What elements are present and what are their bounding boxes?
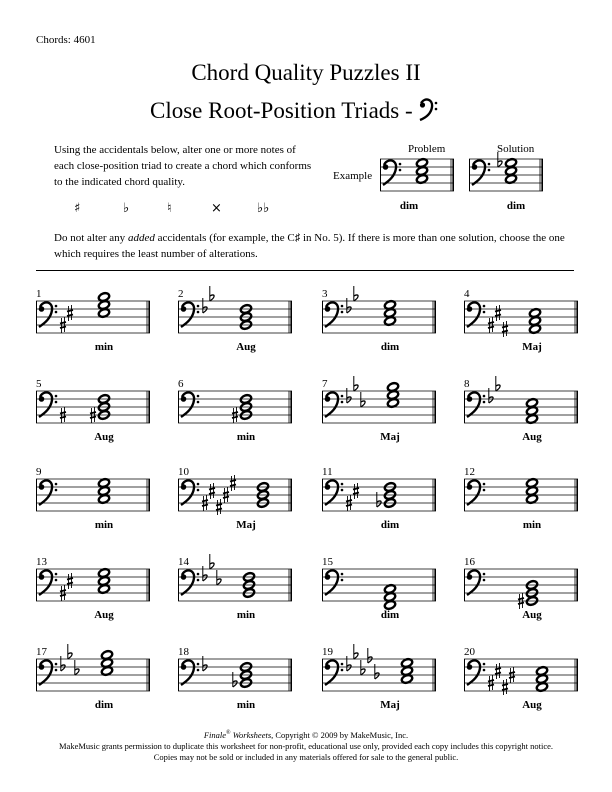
example-problem-quality: dim [399, 200, 419, 212]
flat-icon [75, 660, 79, 675]
flat-icon [217, 570, 221, 585]
flat-icon [375, 664, 379, 679]
chord-quality-label: Aug [94, 431, 114, 443]
chord-quality-label: dim [380, 609, 400, 621]
flat-icon [354, 286, 358, 301]
flat-icon [61, 656, 65, 671]
flat-icon [233, 672, 237, 687]
bass-clef-icon [467, 302, 486, 327]
puzzle-staff [464, 657, 578, 697]
flat-icon [361, 392, 365, 407]
puzzle-number: 16 [464, 556, 475, 568]
puzzle-staff [464, 389, 578, 429]
chord-quality-label: dim [380, 519, 400, 531]
chord-quality-label: min [94, 519, 114, 531]
chord-quality-label: Aug [522, 431, 542, 443]
puzzle-number: 11 [322, 466, 333, 478]
bass-clef-icon [383, 160, 402, 185]
footer-line-2: MakeMusic grants permission to duplicate this worksheet for non-profit, educational use only, provided each copy includes this copyright notice. [59, 740, 553, 751]
flat-icon [347, 656, 351, 671]
copyright-footer [0, 728, 612, 763]
puzzle-staff [36, 657, 150, 697]
sharp-icon [209, 483, 215, 499]
problem-label: Problem [408, 143, 446, 155]
puzzle-number: 6 [178, 378, 184, 390]
bass-clef-icon [39, 480, 58, 505]
bass-clef-icon [325, 660, 344, 685]
puzzle-staff [322, 477, 436, 517]
bass-clef-icon [467, 660, 486, 685]
puzzle-staff [178, 299, 292, 339]
bass-clef-icon [325, 302, 344, 327]
bass-clef-icon [467, 570, 486, 595]
instructions-note: Do not alter any added accidentals (for example, the C♯ in No. 5). If there is more than one solution, choose the one which requires the least number of alterations. [54, 232, 565, 260]
bass-clef-icon [467, 480, 486, 505]
puzzle-number: 4 [464, 288, 470, 300]
divider-rule [36, 270, 574, 271]
flat-icon [203, 298, 207, 313]
subtitle-text: Close Root-Position Triads - [150, 98, 419, 123]
bass-clef-icon [418, 98, 438, 122]
bass-clef-icon [39, 302, 58, 327]
sharp-icon [502, 321, 508, 337]
example-label: Example [333, 170, 373, 182]
sharp-icon [216, 499, 222, 515]
footer-line-1: Finale® Worksheets, Copyright © 2009 by MakeMusic, Inc. [203, 729, 409, 740]
instructions-text: Using the accidentals below, alter one or more notes of each close-position triad to create a chord which conforms to the indicated chord quality. [54, 144, 312, 188]
chord-quality-label: Aug [94, 609, 114, 621]
puzzle-number: 5 [36, 378, 42, 390]
bass-clef-icon [181, 392, 200, 417]
chord-quality-label: Maj [522, 341, 542, 353]
bass-clef-icon [39, 570, 58, 595]
puzzle-number: 7 [322, 378, 328, 390]
chord-quality-label: Maj [236, 519, 256, 531]
flat-icon [489, 388, 493, 403]
puzzle-number: 15 [322, 556, 333, 568]
puzzle-staff [464, 567, 578, 607]
footer-line-3: Copies may not be sold or included in any materials offered for sale to the general public. [153, 751, 459, 762]
bass-clef-icon [467, 392, 486, 417]
flat-icon [68, 644, 72, 659]
emphasis-added: added [127, 232, 155, 244]
flat-icon [368, 648, 372, 663]
flat-icon [210, 554, 214, 569]
puzzle-number: 1 [36, 288, 42, 300]
puzzle-number: 2 [178, 288, 184, 300]
puzzle-staff [178, 657, 292, 697]
sharp-symbol: ♯ [74, 201, 81, 216]
chord-quality-label: dim [94, 699, 114, 711]
bass-clef-icon [181, 302, 200, 327]
puzzle-number: 14 [178, 556, 189, 568]
bass-clef-icon [325, 570, 344, 595]
chord-quality-label: Aug [236, 341, 256, 353]
puzzle-staff [322, 389, 436, 429]
sharp-icon [67, 573, 73, 589]
solution-label: Solution [497, 143, 535, 155]
chord-quality-label: Maj [380, 699, 400, 711]
chord-quality-label: Maj [380, 431, 400, 443]
page-subtitle [150, 98, 438, 124]
flat-symbol: ♭ [123, 201, 130, 216]
double-flat-symbol: ♭♭ [257, 201, 270, 216]
chord-quality-label: min [236, 431, 256, 443]
puzzle-staff [36, 567, 150, 607]
sharp-icon [67, 305, 73, 321]
example-solution-staff [469, 159, 543, 199]
chord-quality-label: dim [380, 341, 400, 353]
puzzle-number: 12 [464, 466, 475, 478]
sharp-icon [230, 475, 236, 491]
chord-quality-label: min [522, 519, 542, 531]
sharp-icon [353, 483, 359, 499]
puzzle-staff [464, 477, 578, 517]
puzzle-number: 9 [36, 466, 42, 478]
flat-icon [347, 388, 351, 403]
flat-icon [354, 644, 358, 659]
natural-symbol: ♮ [167, 201, 172, 216]
double-sharp-symbol: × [211, 201, 222, 216]
chord-quality-label: Aug [522, 609, 542, 621]
sharp-icon [495, 305, 501, 321]
sharp-icon [495, 663, 501, 679]
bass-clef-icon [39, 660, 58, 685]
bass-clef-icon [325, 392, 344, 417]
page-title: Chord Quality Puzzles II [191, 60, 421, 85]
chord-quality-label: min [236, 609, 256, 621]
accidentals-legend [54, 201, 284, 221]
puzzle-staff [36, 477, 150, 517]
puzzle-staff [36, 299, 150, 339]
puzzle-number: 19 [322, 646, 333, 658]
puzzle-staff [178, 389, 292, 429]
puzzle-number: 18 [178, 646, 189, 658]
flat-icon [347, 298, 351, 313]
puzzle-number: 8 [464, 378, 470, 390]
puzzle-number: 10 [178, 466, 189, 478]
worksheet-code: Chords: 4601 [36, 34, 96, 46]
puzzle-staff [178, 567, 292, 607]
flat-icon [354, 376, 358, 391]
puzzle-staff [36, 389, 150, 429]
bass-clef-icon [181, 570, 200, 595]
chord-quality-label: min [236, 699, 256, 711]
puzzle-number: 13 [36, 556, 47, 568]
bass-clef-icon [325, 480, 344, 505]
puzzle-number: 17 [36, 646, 47, 658]
puzzle-number: 20 [464, 646, 475, 658]
puzzle-number: 3 [322, 288, 328, 300]
flat-icon [496, 376, 500, 391]
puzzle-staff [178, 477, 292, 517]
flat-icon [361, 660, 365, 675]
flat-icon [203, 566, 207, 581]
example-problem-staff [380, 159, 454, 199]
chord-quality-label: min [94, 341, 114, 353]
flat-icon [203, 656, 207, 671]
example-solution-quality: dim [506, 200, 526, 212]
chord-quality-label: Aug [522, 699, 542, 711]
puzzle-staff [322, 567, 436, 607]
puzzle-staff [322, 299, 436, 339]
sharp-icon [502, 679, 508, 695]
bass-clef-icon [181, 480, 200, 505]
bass-clef-icon [472, 160, 491, 185]
flat-icon [210, 286, 214, 301]
puzzle-staff [322, 657, 436, 697]
bass-clef-icon [181, 660, 200, 685]
flat-icon [377, 492, 381, 507]
puzzle-staff [464, 299, 578, 339]
bass-clef-icon [39, 392, 58, 417]
